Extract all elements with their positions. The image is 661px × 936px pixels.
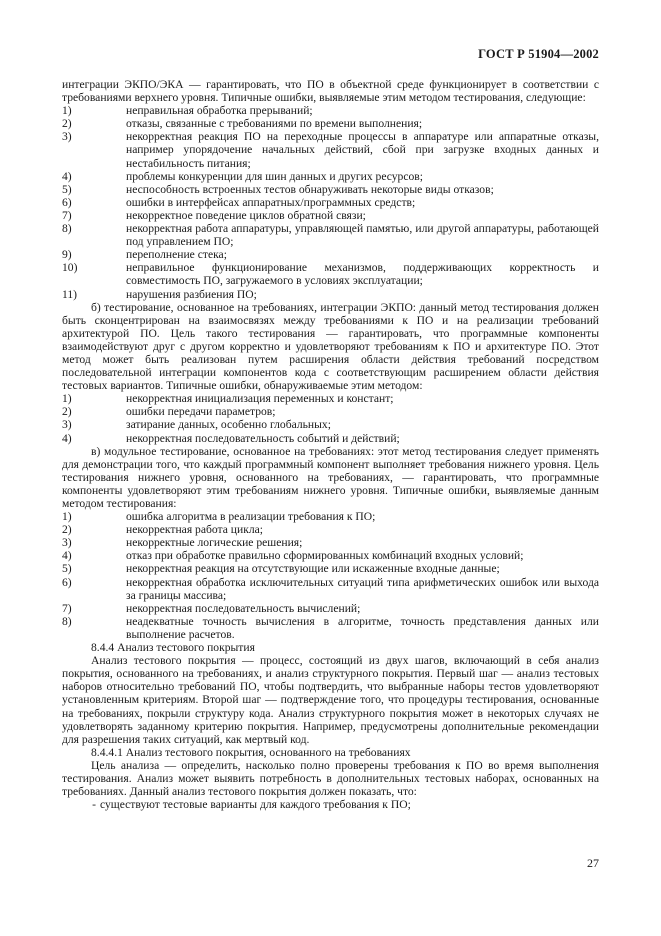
- list-item-number: 5): [62, 562, 72, 576]
- list-item: [62, 222, 599, 248]
- list-item-text: неправильное функционирование механизмов, поддерживающих корректность и совместимость ПО, загружаемого в условиях эксплуатации;: [126, 261, 599, 288]
- section-8441-title: 8.4.4.1 Анализ тестового покрытия, основанного на требованиях: [91, 745, 411, 759]
- list-item-text: отказ при обработке правильно сформированных комбинаций входных условий;: [126, 549, 524, 563]
- list-item-text: неспособность встроенных тестов обнаруживать некоторые виды отказов;: [126, 182, 494, 196]
- list-item-text: ошибки передачи параметров;: [126, 405, 276, 419]
- list-item-text: неадекватные точность вычисления в алгоритме, точность представления данных или выполнение расчетов.: [126, 614, 599, 641]
- list-item: [62, 615, 599, 641]
- list-item: [62, 261, 599, 287]
- paragraph-c: в) модульное тестирование, основанное на требованиях: этот метод тестирования следует применять для демонстрации того, что каждый программный компонент выполняет требования нижнего уровня. Цель тестирования нижнего уровня, основанного на требованиях, — гарантировать, что программные компоненты удовлетворяют этим требованиям нижнего уровня. Типичные ошибки, выявляемые данным методом тестирования:: [62, 444, 599, 510]
- list-item-number: 2): [62, 405, 72, 419]
- list-item-text: некорректное поведение циклов обратной связи;: [126, 208, 366, 222]
- list-item: [62, 170, 599, 183]
- list-item-text: некорректная инициализация переменных и констант;: [126, 392, 394, 406]
- list-item: [62, 288, 599, 301]
- body-text: [62, 78, 599, 811]
- list-item-text: затирание данных, особенно глобальных;: [126, 418, 331, 432]
- list-item: [62, 418, 599, 431]
- standard-header: ГОСТ Р 51904—2002: [478, 47, 599, 61]
- list-item-text: некорректная реакция ПО на переходные процессы в аппаратуре или аппаратные отказы, например упорядочение начальных действий, сбой при загрузке входных данных и нестабильность питания;: [126, 130, 599, 170]
- list-item-text: неправильная обработка прерываний;: [126, 104, 313, 118]
- error-list-a: [62, 104, 599, 300]
- list-item: [62, 392, 599, 405]
- list-item-number: 6): [62, 195, 72, 209]
- list-item-number: -: [92, 798, 96, 812]
- coverage-list: [62, 798, 599, 811]
- list-item-text: некорректная последовательность событий и действий;: [126, 431, 400, 445]
- list-item-number: 3): [62, 536, 72, 550]
- list-item-number: 2): [62, 117, 72, 131]
- list-item: [62, 405, 599, 418]
- list-item: [62, 209, 599, 222]
- list-item: [62, 183, 599, 196]
- list-item-text: переполнение стека;: [126, 248, 227, 262]
- list-item-text: ошибка алгоритма в реализации требования к ПО;: [126, 510, 376, 524]
- page-number: 27: [587, 856, 599, 870]
- list-item-text: ошибки в интерфейсах аппаратных/программных средств;: [126, 195, 416, 209]
- list-item-number: 8): [62, 222, 72, 236]
- list-item-text: некорректные логические решения;: [126, 536, 303, 550]
- list-item-number: 7): [62, 601, 72, 615]
- intro-paragraph: интеграции ЭКПО/ЭКА — гарантировать, что ПО в объектной среде функционирует в соответствии с требованиями верхнего уровня. Типичные ошибки, выявляемые этим методом тестирования, следующие:: [62, 78, 599, 105]
- list-item-number: 9): [62, 248, 72, 262]
- error-list-c: [62, 510, 599, 641]
- list-item: [62, 196, 599, 209]
- section-844-text: Анализ тестового покрытия — процесс, состоящий из двух шагов, включающий в себя анализ покрытия, основанного на требованиях, и анализ структурного покрытия. Первый шаг — анализ тестовых наборов относительно требований ПО, чтобы подтвердить, что выбранные наборы тестов удовлетворяют установленным критериям. Второй шаг — подтверждение того, что процедуры тестирования, основанные на требованиях, покрыли структуру кода. Анализ структурного покрытия может в некоторых случаях не удовлетворять заданному критерию покрытия. Например, предусмотрены дополнительные рекомендации для разрешения таких ситуаций, как мертвый код.: [62, 654, 599, 746]
- list-item-text: нарушения разбиения ПО;: [126, 287, 257, 301]
- list-item-number: 4): [62, 169, 72, 183]
- list-item-number: 7): [62, 208, 72, 222]
- list-item: [62, 576, 599, 602]
- list-item: [62, 523, 599, 536]
- list-item: [62, 117, 599, 130]
- paragraph-b: б) тестирование, основанное на требованиях, интеграции ЭКПО: данный метод тестирования должен быть сконцентрирован на взаимосвязях между требованиями к ПО и на реализации требований архитектурой ПО. Цель такого тестирования — гарантировать, что программные компоненты взаимодействуют друг с другом корректно и удовлетворяют требованиям к ПО и архитектуре ПО. Этот метод может быть реализован путем расширения области действия требований посредством последовательной интеграции компонентов кода с соответствующим расширением области действия тестовых вариантов. Типичные ошибки, обнаруживаемые этим методом:: [62, 300, 599, 393]
- list-item-number: 5): [62, 182, 72, 196]
- list-item-number: 1): [62, 510, 72, 524]
- list-item: [62, 536, 599, 549]
- list-item: [62, 248, 599, 261]
- list-item-text: некорректная обработка исключительных ситуаций типа арифметических ошибок или выхода за границы массива;: [126, 575, 599, 602]
- list-item-text: некорректная последовательность вычислений;: [126, 601, 361, 615]
- list-item-text: отказы, связанные с требованиями по времени выполнения;: [126, 117, 423, 131]
- list-item-text: некорректная реакция на отсутствующие или искаженные входные данные;: [126, 562, 500, 576]
- list-item: [62, 510, 599, 523]
- list-item-text: некорректная работа цикла;: [126, 523, 263, 537]
- list-item-text: существуют тестовые варианты для каждого требования к ПО;: [100, 798, 411, 812]
- list-item: [62, 549, 599, 562]
- section-8441-text: Цель анализа — определить, насколько полно проверены требования к ПО во время выполнения тестирования. Анализ может выявить потребность в дополнительных тестовых наборах, основанных на требованиях. Данный анализ тестового покрытия должен показать, что:: [62, 758, 599, 799]
- section-844-title: 8.4.4 Анализ тестового покрытия: [91, 641, 255, 655]
- list-item-number: 3): [62, 130, 72, 144]
- list-item-number: 4): [62, 549, 72, 563]
- list-item: [62, 602, 599, 615]
- list-item-number: 4): [62, 431, 72, 445]
- list-item-number: 8): [62, 614, 72, 628]
- list-item-number: 1): [62, 104, 72, 118]
- list-item-number: 10): [62, 261, 78, 275]
- list-item: [62, 432, 599, 445]
- list-item: [62, 562, 599, 575]
- list-item: [62, 130, 599, 169]
- list-item: [62, 798, 599, 811]
- list-item-text: проблемы конкуренции для шин данных и других ресурсов;: [126, 169, 423, 183]
- list-item-number: 6): [62, 575, 72, 589]
- list-item-number: 2): [62, 523, 72, 537]
- list-item-number: 1): [62, 392, 72, 406]
- list-item-number: 11): [62, 287, 78, 301]
- error-list-b: [62, 392, 599, 444]
- list-item-text: некорректная работа аппаратуры, управляющей памятью, или другой аппаратуры, работающей под управлением ПО;: [126, 222, 599, 249]
- list-item-number: 3): [62, 418, 72, 432]
- list-item: [62, 104, 599, 117]
